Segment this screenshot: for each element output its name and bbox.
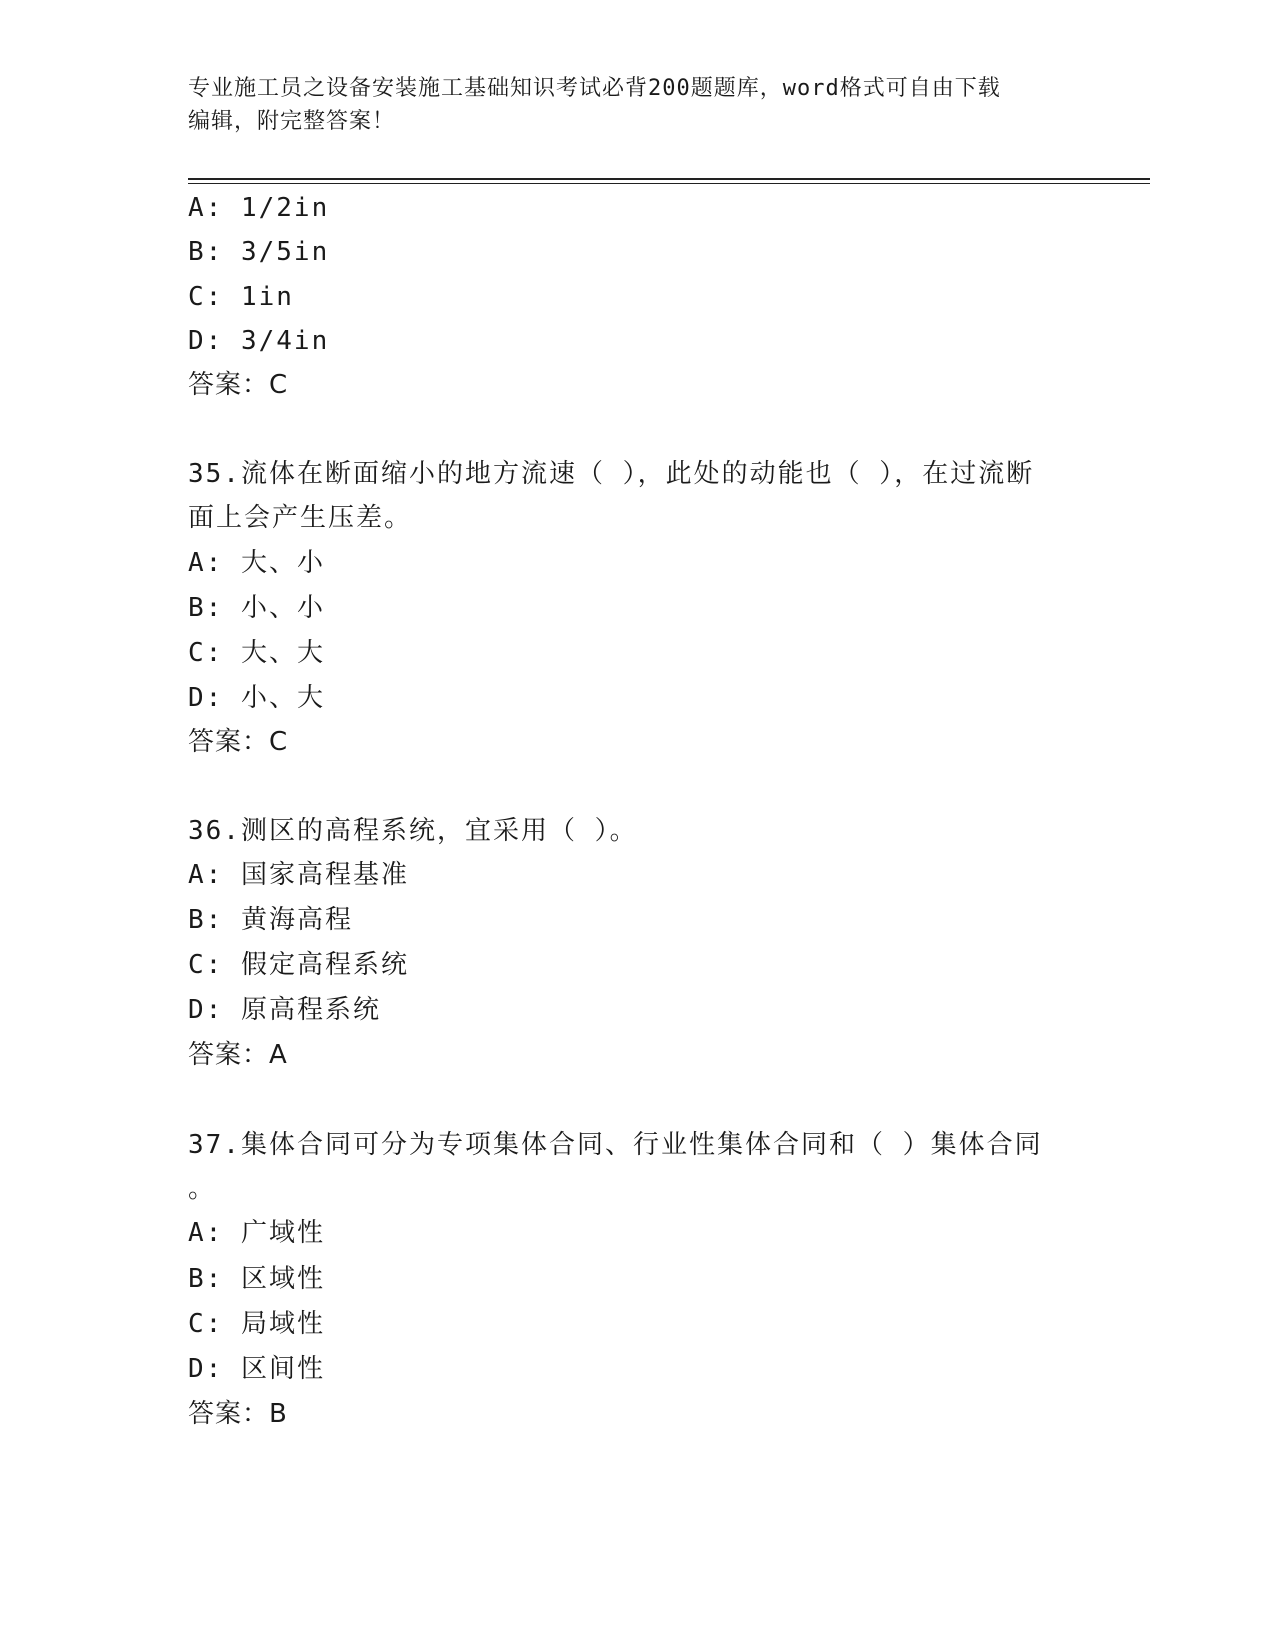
q37-option-a: A: 广域性 (188, 1218, 325, 1248)
q36-option-a: A: 国家高程基准 (188, 860, 409, 890)
q37-option-c: C: 局域性 (188, 1309, 325, 1339)
q35-option-d: D: 小、大 (188, 683, 325, 713)
q36-stem-line-1: 36.测区的高程系统，宜采用（ ）。 (188, 816, 638, 846)
header-divider-thick (188, 178, 1150, 180)
q35-option-a: A: 大、小 (188, 548, 325, 578)
q37-answer: 答案：B (188, 1399, 288, 1429)
q35-stem-line-1: 35.流体在断面缩小的地方流速（ ），此处的动能也（ ），在过流断 (188, 459, 1035, 489)
header-title-line-2: 编辑，附完整答案！ (188, 109, 396, 134)
q37-stem-line-1: 37.集体合同可分为专项集体合同、行业性集体合同和（ ）集体合同 (188, 1130, 1043, 1160)
q34-option-b: B: 3/5in (188, 237, 330, 267)
q37-option-b: B: 区域性 (188, 1264, 325, 1294)
q35-option-b: B: 小、小 (188, 593, 325, 623)
q34-option-c: C: 1in (188, 282, 294, 312)
q37-option-d: D: 区间性 (188, 1354, 325, 1384)
q36-answer: 答案：A (188, 1040, 288, 1070)
q35-answer: 答案：C (188, 727, 289, 757)
header-title-line-1: 专业施工员之设备安装施工基础知识考试必背200题题库，word格式可自由下载 (188, 76, 1001, 101)
q35-stem-line-2: 面上会产生压差。 (188, 503, 413, 533)
q37-stem-line-2: 。 (188, 1174, 217, 1204)
q36-option-c: C: 假定高程系统 (188, 950, 409, 980)
q34-option-a: A: 1/2in (188, 193, 330, 223)
q34-option-d: D: 3/4in (188, 326, 330, 356)
q34-answer: 答案：C (188, 370, 289, 400)
q36-option-d: D: 原高程系统 (188, 995, 381, 1025)
header-divider-thin (188, 183, 1150, 184)
q36-option-b: B: 黄海高程 (188, 905, 353, 935)
document-header (188, 72, 1078, 138)
q35-option-c: C: 大、大 (188, 638, 325, 668)
